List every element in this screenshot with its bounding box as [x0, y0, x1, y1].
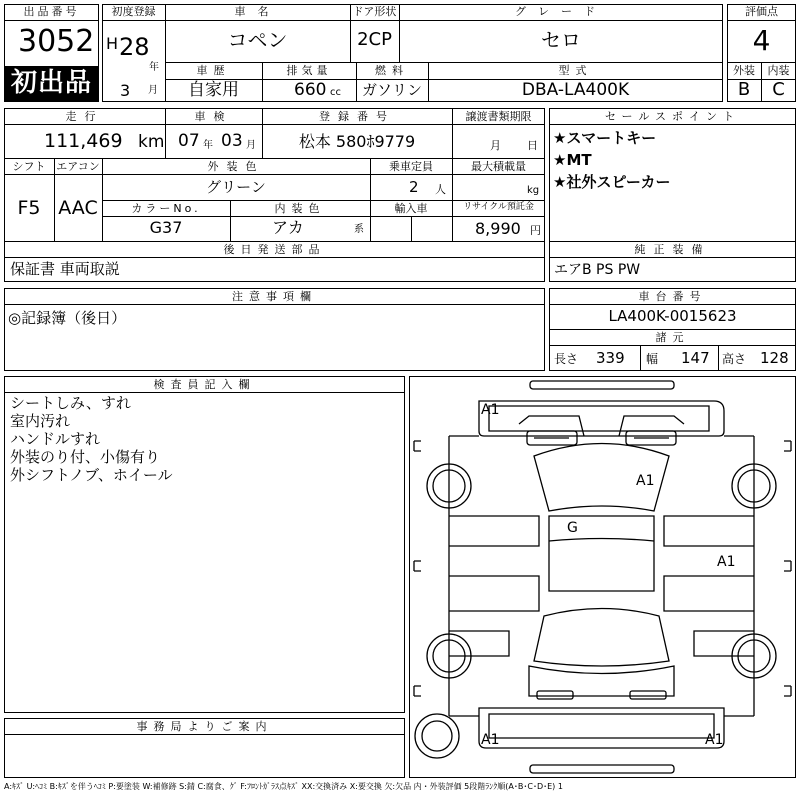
divider [4, 241, 545, 242]
capacity-unit: 人 [435, 183, 446, 196]
damage-mark: A1 [481, 732, 500, 748]
car-name-label: 車名 [234, 5, 281, 18]
inspector-note: 室内汚れ [10, 412, 71, 430]
inspection-label: 車検 [194, 110, 233, 123]
recycle-label: リサイクル預託金 [463, 202, 534, 212]
height: 128 [760, 349, 789, 367]
max-load-label: 最大積載量 [471, 160, 526, 173]
capacity-label: 乗車定員 [389, 160, 433, 173]
car-name: コペン [227, 28, 288, 52]
interior-color-unit: 系 [354, 224, 364, 235]
history-label: 車歴 [196, 64, 231, 77]
inspector-note: ハンドルすれ [10, 430, 101, 448]
grade: セロ [541, 28, 581, 52]
divider [727, 20, 796, 21]
inspector-note: 外シフトノブ、ホイール [10, 466, 173, 484]
divider [4, 734, 405, 735]
later-parts: 保証書 車両取説 [10, 260, 120, 278]
lot-label: 出品番号 [23, 5, 80, 18]
score-label: 評価点 [745, 5, 778, 18]
chassis-number: LA400K-0015623 [608, 307, 737, 325]
first-reg-label: 初度登録 [111, 5, 156, 18]
first-listing-badge: 初出品 [5, 66, 98, 101]
inspection-month-unit: 月 [246, 140, 256, 151]
inspection-month: 03 [221, 131, 243, 151]
mileage-unit: km [138, 132, 165, 152]
inspector-note: 外装のり付、小傷有り [10, 448, 161, 466]
reg-number: 松本 580ﾎ9779 [298, 132, 416, 151]
divider [411, 216, 412, 241]
shift: F5 [17, 197, 41, 219]
door-label: ドア形状 [352, 5, 397, 18]
genuine-equipment-label: 純正装備 [634, 243, 711, 256]
fuel-label: 燃料 [375, 64, 409, 77]
lot-number: 3052 [18, 24, 95, 59]
office-label: 事務局よりご案内 [136, 720, 273, 733]
mileage-label: 走行 [65, 110, 104, 123]
chassis-number-label: 車台番号 [638, 290, 707, 303]
notes-label: 注意事項欄 [232, 290, 317, 303]
history: 自家用 [188, 80, 239, 100]
inspection-year-unit: 年 [203, 140, 213, 151]
score: 4 [752, 24, 771, 57]
mileage: 111,469 [44, 130, 123, 152]
displacement-unit: cc [330, 87, 341, 98]
divider [4, 304, 545, 305]
recycle-unit: 円 [530, 224, 541, 237]
recycle-deposit: 8,990 [475, 219, 521, 238]
color-label: 外装色 [207, 160, 265, 173]
model-label: 型式 [558, 64, 593, 77]
length-label: 長さ [554, 352, 579, 366]
divider [549, 329, 796, 330]
width-label: 幅 [646, 352, 659, 366]
dimensions-label: 諸元 [655, 331, 690, 344]
sales-point: ★スマートキー [553, 129, 657, 147]
ac: AAC [58, 197, 98, 219]
fuel: ガソリン [361, 81, 422, 99]
exterior-label: 外装 [733, 64, 755, 77]
door-type: 2CP [357, 29, 392, 50]
divider [4, 158, 545, 159]
width: 147 [681, 349, 710, 367]
reg-year: 28 [119, 33, 150, 61]
model: DBA-LA400K [521, 80, 630, 100]
divider [165, 79, 723, 80]
displacement-label: 排気量 [286, 64, 332, 77]
exterior-grade: B [737, 79, 751, 100]
transfer-month-unit: 月 [490, 139, 501, 152]
interior-color: アカ [272, 218, 304, 237]
shift-label: シフト [12, 160, 46, 173]
interior-label: 内装 [767, 64, 790, 77]
notes-text: ◎記録簿（後日） [8, 309, 127, 327]
damage-mark: A1 [705, 732, 724, 748]
sales-points-label: セールスポイント [604, 110, 740, 123]
damage-mark: G [567, 520, 578, 536]
divider [549, 241, 796, 242]
height-label: 高さ [722, 352, 747, 366]
divider [165, 62, 723, 63]
ac-label: エアコン [56, 160, 100, 173]
divider [4, 257, 545, 258]
damage-mark: A1 [717, 554, 736, 570]
divider [549, 124, 796, 125]
displacement: 660 [294, 80, 327, 100]
import-label: 輸入車 [394, 202, 428, 215]
reg-month: 3 [120, 81, 131, 100]
reg-number-label: 登録番号 [319, 110, 395, 123]
capacity: 2 [409, 178, 419, 196]
inspector-note: シートしみ、すれ [10, 394, 131, 412]
divider [4, 20, 99, 21]
divider [549, 304, 796, 305]
divider [4, 392, 405, 393]
interior-grade: C [772, 79, 785, 100]
transfer-deadline-label: 譲渡書類期限 [465, 110, 532, 123]
length: 339 [596, 349, 625, 367]
era: H [106, 34, 119, 53]
year-unit: 年 [149, 62, 159, 73]
divider [4, 124, 545, 125]
transfer-day-unit: 日 [527, 139, 538, 152]
interior-color-label: 内装色 [274, 202, 326, 215]
divider [549, 345, 796, 346]
car-diagram [409, 376, 796, 778]
divider [102, 200, 545, 201]
color-no: G37 [149, 218, 183, 237]
divider [4, 174, 545, 175]
month-unit: 月 [148, 85, 158, 96]
damage-mark: A1 [636, 473, 655, 489]
grade-label: グレード [515, 5, 607, 18]
color-no-label: カラーNo. [131, 202, 201, 215]
divider [102, 216, 545, 217]
inspection-year: 07 [178, 131, 200, 151]
inspector-label: 検査員記入欄 [153, 378, 256, 391]
legend: A:ｷｽﾞ U:ﾍｺﾐ B:ｷｽﾞを伴うﾍｺﾐ P:要塗装 W:補修跡 S:錆 C:腐食、ｸﾞ F:ﾌﾛﾝﾄｶﾞﾗｽ点ｷｽﾞ XX:交換済み X:要交換 欠:欠品 内・外装評価 5段階ﾗﾝｸ順(A･B･C･D･E) 1 [4, 782, 563, 791]
divider [718, 345, 719, 371]
damage-mark: A1 [481, 402, 500, 418]
exterior-color: グリーン [206, 178, 266, 196]
divider [549, 257, 796, 258]
max-load-unit: kg [527, 185, 540, 196]
later-parts-label: 後日発送部品 [223, 243, 326, 256]
sales-point: ★MT [553, 151, 592, 169]
divider [102, 20, 723, 21]
genuine-equipment: エアB PS PW [554, 262, 641, 278]
sales-point: ★社外スピーカー [553, 173, 671, 191]
divider [640, 345, 641, 371]
